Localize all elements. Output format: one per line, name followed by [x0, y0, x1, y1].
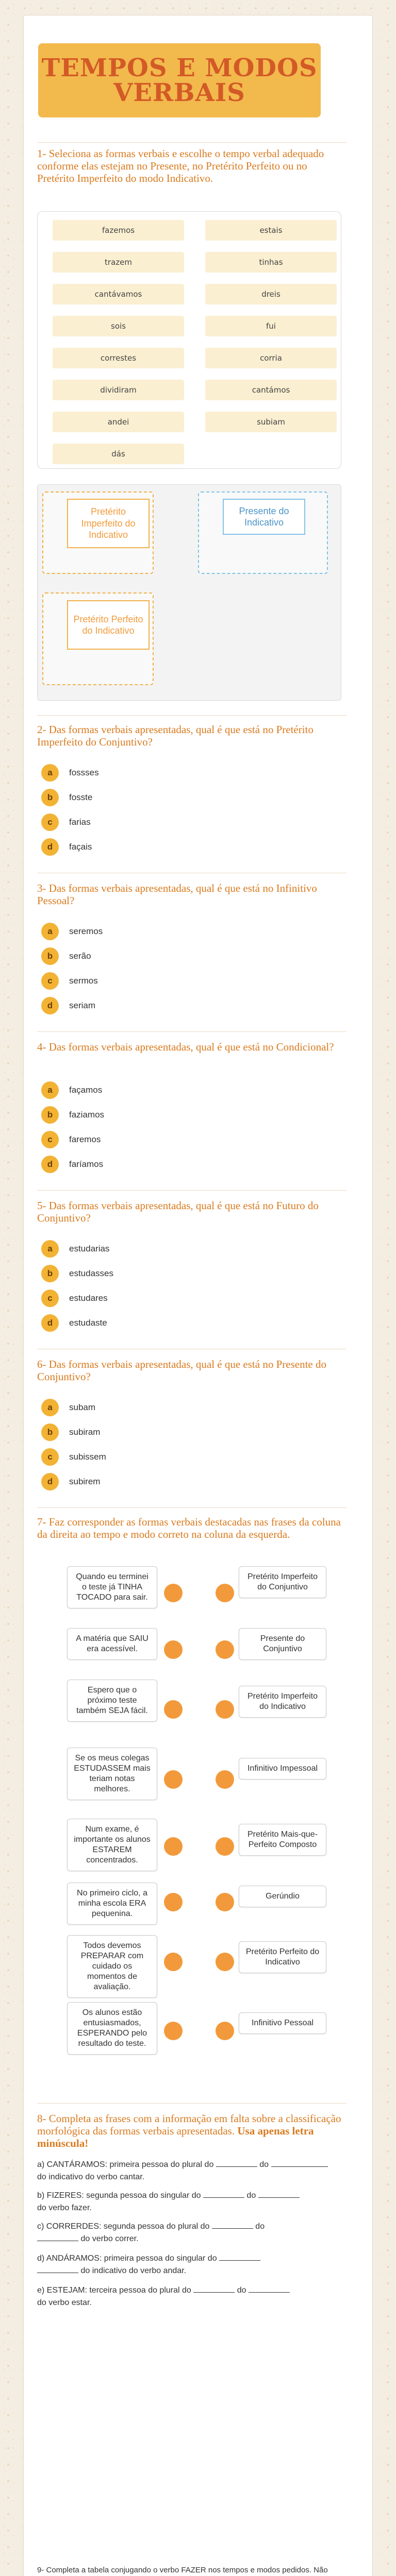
match-tense[interactable]: Infinitivo Pessoal: [239, 2012, 326, 2034]
match-connector[interactable]: [216, 1770, 234, 1789]
option-key: d: [41, 1314, 59, 1332]
fill-text: do verbo correr.: [80, 2234, 139, 2243]
option[interactable]: [41, 1448, 106, 1466]
option[interactable]: [41, 1314, 107, 1332]
option-key: a: [41, 1399, 59, 1416]
answer-blank[interactable]: [219, 2252, 260, 2261]
q3-prompt: 3- Das formas verbais apresentadas, qual é que está no Infinitivo Pessoal?: [37, 882, 317, 907]
match-sentence[interactable]: Se os meus colegas ESTUDASSEM mais teriam notas melhores.: [67, 1748, 157, 1800]
match-connector[interactable]: [216, 1893, 234, 1911]
word-chip[interactable]: cantámos: [205, 380, 337, 400]
fill-text: c) CORRERDES: segunda pessoa do plural do: [37, 2222, 210, 2231]
option[interactable]: [41, 1264, 113, 1283]
match-tense[interactable]: Pretérito Mais-que-Perfeito Composto: [239, 1824, 326, 1856]
option[interactable]: [41, 1155, 103, 1174]
match-sentence[interactable]: Todos devemos PREPARAR com cuidado os momentos de avaliação.: [67, 1935, 157, 1998]
option-key: b: [41, 1106, 59, 1124]
q8-note: Usa apenas letra minúscula!: [37, 2125, 314, 2150]
answer-blank[interactable]: [249, 2284, 290, 2293]
fill-text: do: [246, 2191, 256, 2200]
option-text: faríamos: [69, 1159, 104, 1169]
q7-prompt: 7- Faz corresponder as formas verbais destacadas nas frases da coluna da direita ao tempo e modo correto na coluna da esquerda.: [37, 1516, 341, 1541]
option-text: farias: [69, 817, 91, 827]
option-text: faziamos: [69, 1110, 105, 1120]
word-chip[interactable]: estais: [205, 220, 337, 241]
page-title: [38, 43, 321, 117]
answer-blank[interactable]: [258, 2190, 300, 2198]
q2-prompt: 2- Das formas verbais apresentadas, qual é que está no Pretérito Imperfeito do Conjuntivo?: [37, 723, 314, 749]
option-text: subissem: [69, 1452, 106, 1462]
option-key: b: [41, 947, 59, 965]
category-label-perfeito: Pretérito Perfeito do Indicativo: [67, 600, 150, 650]
option[interactable]: [41, 1472, 100, 1491]
option-text: seremos: [69, 926, 103, 936]
q8-prompt: 8- Completa as frases com a informação em falta sobre a classificação morfológica das formas verbais apresentadas.: [37, 2112, 341, 2138]
match-connector[interactable]: [164, 1893, 183, 1911]
title-line-1: TEMPOS E MODOS: [41, 54, 318, 82]
option[interactable]: [41, 1240, 109, 1258]
option-key: d: [41, 1156, 59, 1173]
fill-text: do verbo estar.: [37, 2298, 92, 2307]
match-connector[interactable]: [216, 1640, 234, 1659]
title-line-2: VERBAIS: [113, 78, 245, 107]
match-connector[interactable]: [216, 1953, 234, 1971]
match-sentence[interactable]: No primeiro ciclo, a minha escola ERA pequenina.: [67, 1883, 157, 1925]
match-connector[interactable]: [164, 1953, 183, 1971]
fill-text: do: [237, 2286, 246, 2295]
option[interactable]: [41, 788, 92, 807]
option[interactable]: [41, 764, 99, 782]
word-chip[interactable]: dreis: [205, 284, 337, 304]
match-connector[interactable]: [164, 1837, 183, 1856]
category-label-presente: Presente do Indicativo: [223, 499, 305, 535]
divider: [37, 2103, 346, 2104]
match-sentence[interactable]: Os alunos estão entusiasmados, ESPERANDO pelo resultado do teste.: [67, 2002, 157, 2055]
fill-text: do: [259, 2160, 269, 2169]
fill-sentence: [37, 2159, 346, 2183]
word-chip[interactable]: dividiram: [53, 380, 184, 400]
match-tense[interactable]: Presente do Conjuntivo: [239, 1628, 326, 1660]
word-chip[interactable]: andei: [53, 412, 184, 432]
option-key: a: [41, 1081, 59, 1099]
fill-text: e) ESTEJAM: terceira pessoa do plural do: [37, 2286, 191, 2295]
word-chip[interactable]: subiam: [205, 412, 337, 432]
match-sentence[interactable]: Quando eu terminei o teste já TINHA TOCADO para sair.: [67, 1566, 157, 1608]
option-text: fossses: [69, 768, 99, 777]
fill-text: do indicativo do verbo andar.: [80, 2266, 187, 2275]
q5-prompt: 5- Das formas verbais apresentadas, qual é que está no Futuro do Conjuntivo?: [37, 1199, 319, 1225]
match-tense[interactable]: Pretérito Imperfeito do Indicativo: [239, 1686, 326, 1718]
word-chip[interactable]: corria: [205, 348, 337, 368]
option[interactable]: [41, 972, 98, 990]
divider: [37, 1507, 346, 1508]
match-tense[interactable]: Gerúndio: [239, 1886, 326, 1907]
option-text: façais: [69, 842, 92, 852]
match-tense[interactable]: Infinitivo Impessoal: [239, 1758, 326, 1780]
option[interactable]: [41, 1289, 108, 1308]
fill-sentence: [37, 2284, 346, 2309]
option-key: d: [41, 1473, 59, 1490]
match-connector[interactable]: [216, 2022, 234, 2040]
option[interactable]: [41, 1130, 101, 1149]
option-key: a: [41, 1240, 59, 1258]
option-text: estudares: [69, 1293, 108, 1303]
option[interactable]: [41, 1081, 102, 1099]
option[interactable]: [41, 1423, 100, 1442]
word-chip[interactable]: tinhas: [205, 252, 337, 273]
q4-prompt: 4- Das formas verbais apresentadas, qual é que está no Condicional?: [37, 1041, 334, 1053]
option[interactable]: [41, 996, 95, 1015]
option-text: subam: [69, 1402, 96, 1412]
divider: [37, 1190, 346, 1191]
divider: [37, 142, 346, 143]
option-key: d: [41, 997, 59, 1014]
answer-blank[interactable]: [216, 2159, 257, 2167]
option-text: estudasses: [69, 1268, 113, 1278]
match-connector[interactable]: [216, 1700, 234, 1719]
answer-blank[interactable]: [212, 2221, 253, 2229]
fill-text: do: [255, 2222, 265, 2231]
option-key: c: [41, 972, 59, 990]
match-sentence[interactable]: A matéria que SAIU era acessível.: [67, 1628, 157, 1660]
category-label-imperfeito: Pretérito Imperfeito do Indicativo: [67, 499, 150, 548]
option-key: c: [41, 1448, 59, 1466]
option-text: estudaste: [69, 1318, 107, 1328]
match-connector[interactable]: [164, 2022, 183, 2040]
option-text: faremos: [69, 1134, 101, 1144]
option-text: subiram: [69, 1427, 101, 1437]
match-connector[interactable]: [164, 1584, 183, 1602]
answer-blank[interactable]: [193, 2284, 235, 2293]
match-tense[interactable]: Pretérito Perfeito do Indicativo: [239, 1941, 326, 1973]
option-key: b: [41, 1423, 59, 1441]
word-chip[interactable]: sois: [53, 316, 184, 336]
option-key: d: [41, 838, 59, 856]
option-key: c: [41, 1131, 59, 1148]
fill-text: do indicativo do verbo cantar.: [37, 2173, 145, 2181]
option-text: estudarias: [69, 1244, 110, 1253]
fill-text: b) FIZERES: segunda pessoa do singular do: [37, 2191, 201, 2200]
option[interactable]: [41, 813, 91, 832]
match-connector[interactable]: [216, 1837, 234, 1856]
option[interactable]: [41, 1398, 95, 1417]
option-text: seriam: [69, 1001, 96, 1010]
option[interactable]: [41, 947, 91, 965]
option-text: subirem: [69, 1477, 101, 1486]
option-key: a: [41, 923, 59, 940]
fill-sentence: [37, 2221, 346, 2245]
option-text: sermos: [69, 976, 98, 986]
fill-text: a) CANTÁRAMOS: primeira pessoa do plural do: [37, 2160, 214, 2169]
q1-prompt: 1- Seleciona as formas verbais e escolhe o tempo verbal adequado conforme elas estejam no Presente, no Pretérito Perfeito ou no Pretérito Imperfeito do modo Indicativo.: [37, 147, 324, 185]
match-tense[interactable]: Pretérito Imperfeito do Conjuntivo: [239, 1566, 326, 1598]
divider: [37, 715, 346, 716]
word-chip[interactable]: dás: [53, 444, 184, 464]
match-connector[interactable]: [216, 1584, 234, 1602]
option-key: b: [41, 1265, 59, 1282]
answer-blank[interactable]: [37, 2265, 78, 2273]
match-sentence[interactable]: Num exame, é importante os alunos ESTAREM concentrados.: [67, 1819, 157, 1871]
q6-prompt: 6- Das formas verbais apresentadas, qual é que está no Presente do Conjuntivo?: [37, 1358, 326, 1383]
option-key: a: [41, 764, 59, 782]
fill-sentence: [37, 2252, 346, 2277]
option[interactable]: [41, 922, 103, 941]
answer-blank[interactable]: [271, 2159, 328, 2167]
word-chip[interactable]: trazem: [53, 252, 184, 273]
option-text: serão: [69, 951, 91, 961]
word-chip[interactable]: fazemos: [53, 220, 184, 241]
word-chip[interactable]: cantávamos: [53, 284, 184, 304]
answer-blank[interactable]: [37, 2233, 78, 2241]
q9-prompt: 9- Completa a tabela conjugando o verbo FAZER nos tempos e modos pedidos. Não: [37, 2566, 328, 2574]
option[interactable]: [41, 838, 92, 856]
match-connector[interactable]: [164, 1700, 183, 1719]
q8-heading: [37, 2112, 346, 2149]
fill-text: do verbo fazer.: [37, 2204, 92, 2212]
option-text: fosste: [69, 792, 93, 802]
fill-text: d) ANDÁRAMOS: primeira pessoa do singular do: [37, 2254, 217, 2263]
divider: [37, 1031, 346, 1032]
option-text: façamos: [69, 1085, 103, 1095]
match-connector[interactable]: [164, 1770, 183, 1789]
option-key: c: [41, 814, 59, 831]
option-key: b: [41, 789, 59, 806]
option[interactable]: [41, 1106, 104, 1124]
match-connector[interactable]: [164, 1640, 183, 1659]
word-chip[interactable]: fui: [205, 316, 337, 336]
match-sentence[interactable]: Espero que o próximo teste também SEJA fácil.: [67, 1680, 157, 1722]
option-key: c: [41, 1290, 59, 1307]
answer-blank[interactable]: [203, 2190, 244, 2198]
fill-sentence: [37, 2190, 346, 2214]
word-chip[interactable]: correstes: [53, 348, 184, 368]
